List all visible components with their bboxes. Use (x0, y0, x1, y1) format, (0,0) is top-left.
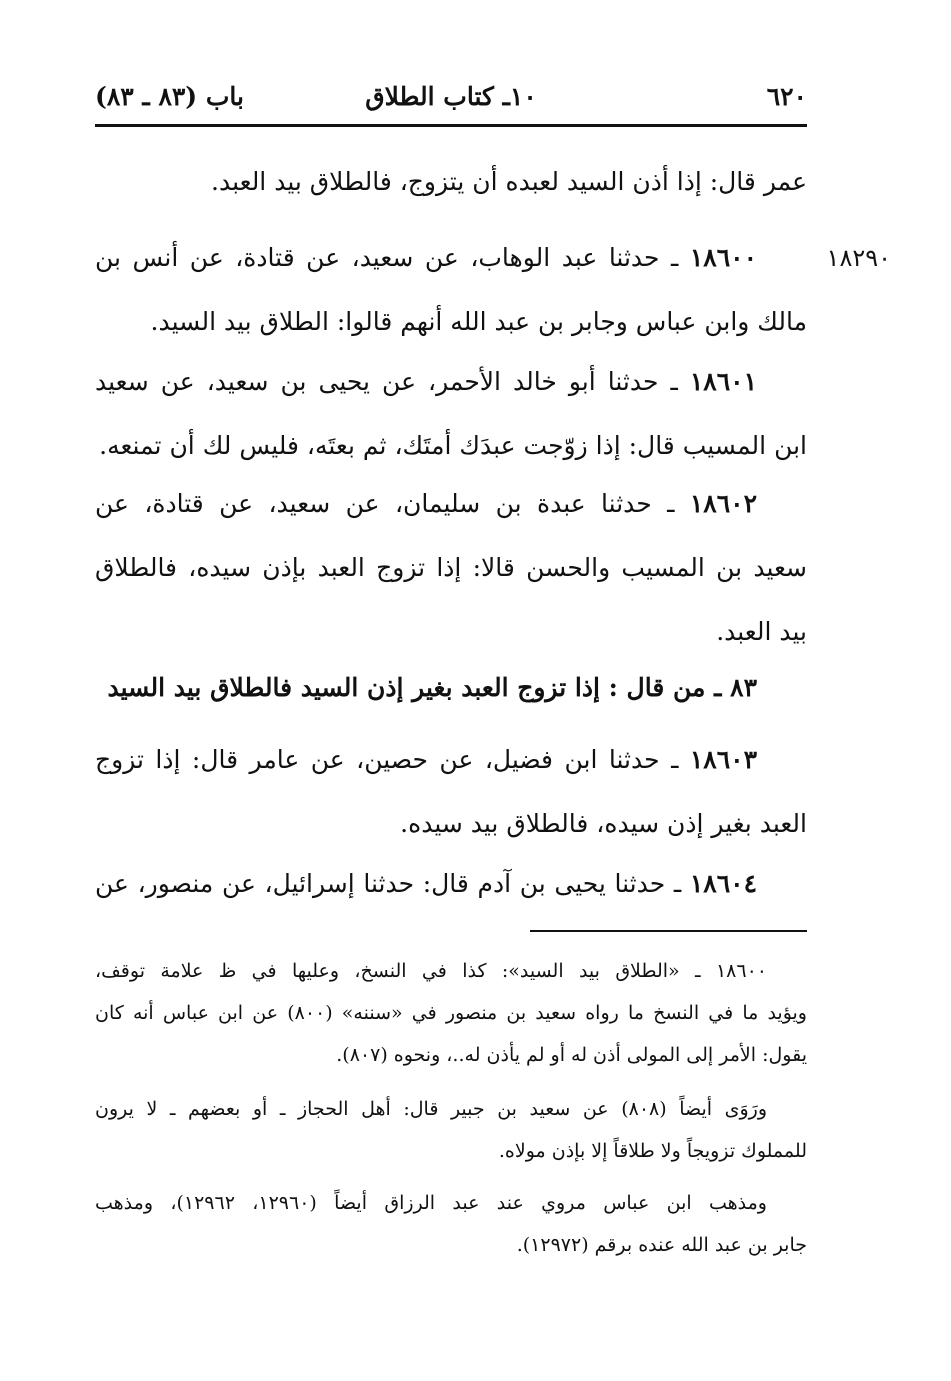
text-line-content: حدثنا ابن فضيل، عن حصين، عن عامر قال: إذا تزوج (95, 745, 660, 774)
footnote-divider (530, 930, 807, 932)
footnote (95, 1182, 807, 1266)
text-line: سعيد بن المسيب والحسن قالا: إذا تزوج العبد بإذن سيده، فالطلاق (95, 553, 807, 582)
book-title: ١٠ـ كتاب الطلاق (365, 82, 537, 111)
text-line: ١٨٦٠٠ ـ حدثنا عبد الوهاب، عن سعيد، عن قتادة، عن أنس بن (95, 243, 757, 272)
text-line: عمر قال: إذا أذن السيد لعبده أن يتزوج، فالطلاق بيد العبد. (211, 167, 807, 196)
hadith-number: ١٨٦٠٠ (689, 243, 757, 272)
hadith-number: ١٨٦٠١ (689, 367, 757, 396)
footnote (95, 950, 807, 1076)
hadith-number: ١٨٦٠٣ (689, 745, 758, 774)
text-line: العبد بغير إذن سيده، فالطلاق بيد سيده. (400, 809, 807, 838)
hadith-number: ١٨٦٠٤ (689, 869, 758, 898)
footnote-line: ومذهب ابن عباس مروي عند عبد الرزاق أيضاً (١٢٩٦٠، ١٢٩٦٢)، ومذهب (95, 1192, 767, 1214)
chapter-range: باب (٨٣ ـ ٨٣) (95, 82, 244, 111)
text-line: ١٨٦٠١ ـ حدثنا أبو خالد الأحمر، عن يحيى بن سعيد، عن سعيد (95, 367, 757, 396)
footnote-line: ورَوَى أيضاً (٨٠٨) عن سعيد بن جبير قال: أهل الحجاز ـ أو بعضهم ـ لا يرون (95, 1098, 767, 1120)
hadith-18600 (95, 226, 807, 354)
text-line: ١٨٦٠٢ ـ حدثنا عبدة بن سليمان، عن سعيد، عن قتادة، عن (95, 489, 757, 518)
page-header (95, 82, 807, 122)
footnote-line: جابر بن عبد الله عنده برقم (١٢٩٧٢). (516, 1234, 807, 1256)
text-line: مالك وابن عباس وجابر بن عبد الله أنهم قالوا: الطلاق بيد السيد. (150, 307, 807, 336)
hadith-18604 (95, 852, 807, 916)
hadith-18601 (95, 350, 807, 478)
margin-reference-number: ١٨٢٩٠ (826, 244, 891, 272)
footnote (95, 1088, 807, 1172)
footnote-line: للمملوك تزويجاً ولا طلاقاً إلا بإذن مولاه. (498, 1140, 807, 1162)
text-line-content: حدثنا عبد الوهاب، عن سعيد، عن قتادة، عن أنس بن (95, 243, 660, 272)
hadith-number: ١٨٦٠٢ (689, 489, 757, 518)
text-line: ابن المسيب قال: إذا زوّجت عبدَك أمتَك، ثم بعتَه، فليس لك أن تمنعه. (99, 431, 807, 460)
hadith-18603 (95, 728, 807, 856)
text-line-content: حدثنا أبو خالد الأحمر، عن يحيى بن سعيد، عن سعيد (95, 367, 659, 396)
text-paragraph (95, 150, 807, 214)
footnote-line: يقول: الأمر إلى المولى أذن له أو لم يأذن له..، ونحوه (٨٠٧). (336, 1044, 807, 1066)
header-divider (95, 124, 807, 127)
text-line: ١٨٦٠٣ ـ حدثنا ابن فضيل، عن حصين، عن عامر قال: إذا تزوج (95, 745, 758, 774)
hadith-18602 (95, 472, 807, 664)
text-line: ١٨٦٠٤ ـ حدثنا يحيى بن آدم قال: حدثنا إسرائيل، عن منصور، عن (95, 869, 758, 898)
chapter-heading: ٨٣ ـ من قال : إذا تزوج العبد بغير إذن السيد فالطلاق بيد السيد (107, 673, 757, 702)
page-number: ٦٢٠ (766, 82, 807, 111)
footnote-line: ويؤيد ما في النسخ ما رواه سعيد بن منصور في «سننه» (٨٠٠) عن ابن عباس أنه كان (95, 1002, 807, 1024)
text-line: بيد العبد. (716, 617, 807, 646)
text-line-content: حدثنا يحيى بن آدم قال: حدثنا إسرائيل، عن منصور، عن (95, 869, 666, 898)
footnote-line: ١٨٦٠٠ ـ «الطلاق بيد السيد»: كذا في النسخ، وعليها في ظ علامة توقف، (95, 960, 767, 982)
text-line-content: حدثنا عبدة بن سليمان، عن سعيد، عن قتادة، عن (95, 489, 652, 518)
